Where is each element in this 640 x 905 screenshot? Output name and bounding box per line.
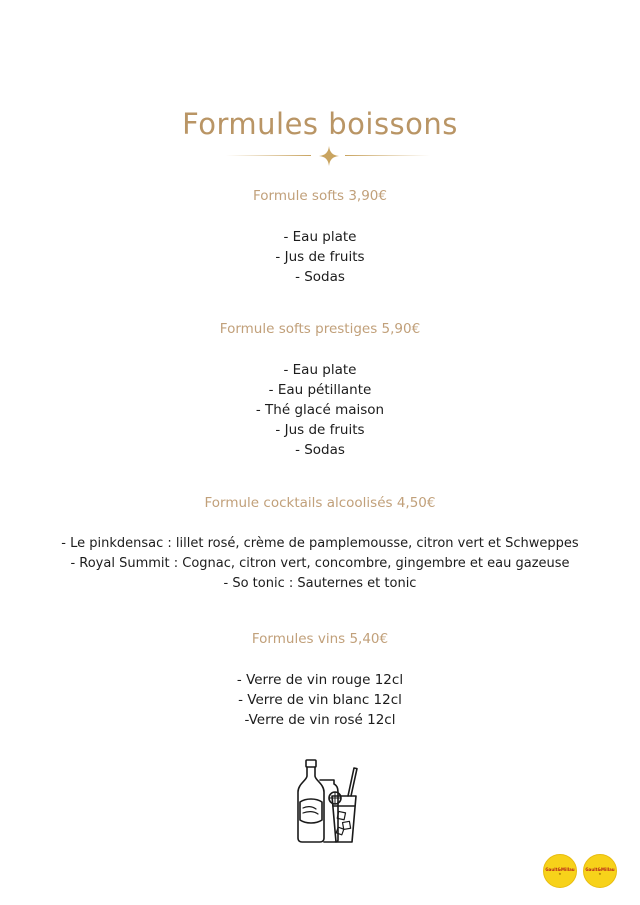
list-item: - Verre de vin blanc 12cl (238, 692, 402, 708)
divider-line-right (345, 155, 430, 156)
gault-millau-seal: Gault&Millau ★ (543, 854, 577, 888)
section-formule-softs (0, 186, 640, 287)
page-title: Formules boissons (182, 107, 458, 142)
item-list (0, 227, 640, 287)
section-heading: Formule cocktails alcoolisés 4,50€ (204, 495, 436, 511)
section-formule-cocktails (0, 493, 640, 594)
section-heading: Formule softs prestiges 5,90€ (219, 321, 421, 337)
list-item: - Eau pétillante (268, 382, 372, 398)
list-item: -Verre de vin rosé 12cl (244, 712, 396, 728)
seal-label: Gault&Millau (585, 866, 615, 872)
item-list (0, 360, 640, 460)
divider-line-left (226, 155, 311, 156)
section-formule-softs-prestiges (0, 319, 640, 460)
list-item: - Royal Summit : Cognac, citron vert, concombre, gingembre et eau gazeuse (70, 556, 570, 571)
item-list (0, 534, 640, 594)
list-item: - Sodas (295, 442, 345, 458)
drinks-illustration-icon (290, 758, 366, 844)
section-heading: Formules vins 5,40€ (251, 631, 389, 647)
list-item: - Le pinkdensac : lillet rosé, crème de pamplemousse, citron vert et Schweppes (61, 536, 579, 551)
star-ornament-icon (318, 145, 340, 167)
list-item: - So tonic : Sauternes et tonic (223, 576, 417, 591)
list-item: - Jus de fruits (275, 422, 365, 438)
list-item: - Verre de vin rouge 12cl (236, 672, 404, 688)
list-item: - Thé glacé maison (255, 402, 385, 418)
ornamental-divider (226, 145, 430, 167)
list-item: - Jus de fruits (275, 249, 365, 265)
item-list (0, 670, 640, 730)
list-item: - Eau plate (283, 229, 357, 245)
seal-label: Gault&Millau (545, 866, 575, 872)
list-item: - Sodas (295, 269, 345, 285)
gault-millau-seal: Gault&Millau ★ (583, 854, 617, 888)
section-formules-vins (0, 629, 640, 730)
section-heading: Formule softs 3,90€ (253, 188, 387, 204)
award-seals (540, 854, 620, 890)
list-item: - Eau plate (283, 362, 357, 378)
